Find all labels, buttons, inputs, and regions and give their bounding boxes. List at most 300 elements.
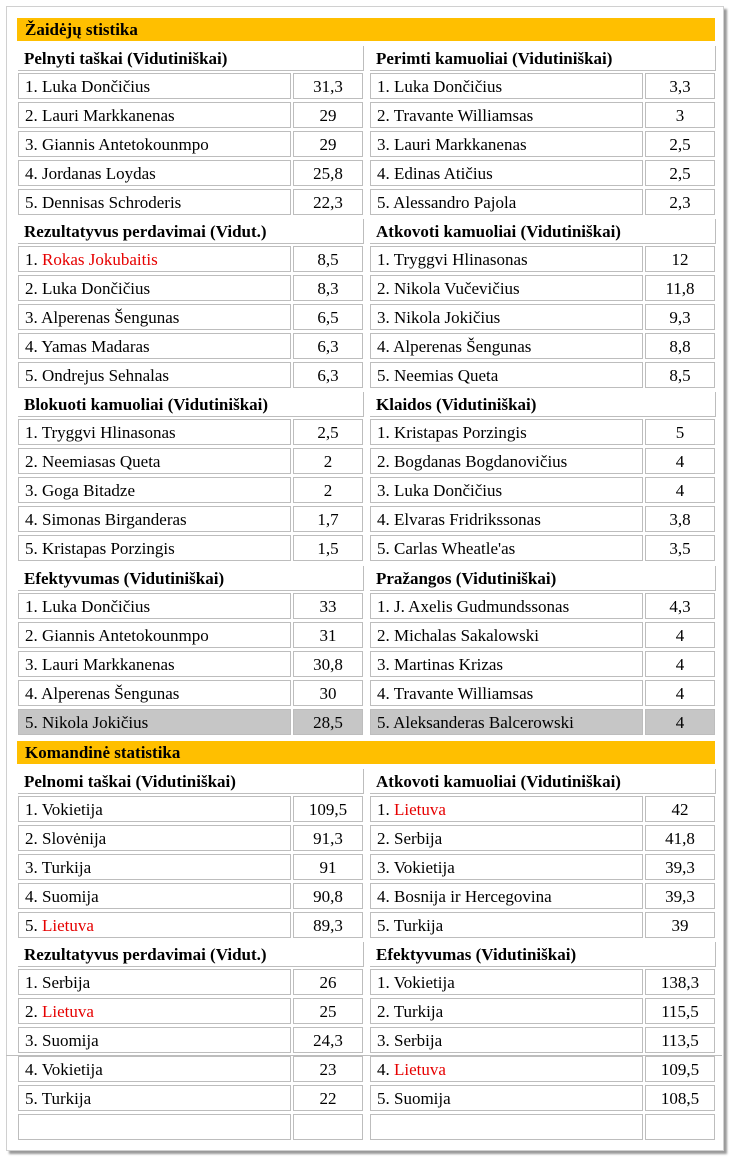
table-row [16, 273, 364, 302]
table-row [368, 446, 716, 475]
table-row [16, 158, 364, 187]
rank-name-cell [18, 275, 291, 301]
rank-name-cell [18, 477, 291, 503]
rank-name-cell [18, 796, 291, 822]
rank-name-cell [370, 854, 643, 880]
rank-number: 4. [377, 887, 394, 906]
value-cell: 2,3 [645, 189, 715, 215]
rank-number: 4. [377, 337, 394, 356]
stat-block [368, 769, 716, 939]
rank-number: 2. [25, 106, 42, 125]
rank-name-cell [370, 506, 643, 532]
table-row [16, 187, 364, 216]
rank-name-cell [370, 275, 643, 301]
table-row [16, 533, 364, 562]
entry-name: Kristapas Porzingis [394, 423, 527, 442]
rank-name-cell [18, 535, 291, 561]
rank-name-cell [18, 333, 291, 359]
entry-name: Michalas Sakalowski [394, 626, 539, 645]
value-cell: 26 [293, 969, 363, 995]
rank-number: 4. [25, 1060, 42, 1079]
rank-number: 2. [25, 1002, 42, 1021]
rank-number: 1. [377, 423, 394, 442]
table-row [16, 417, 364, 446]
rank-number: 2. [377, 106, 394, 125]
rank-name-cell [18, 593, 291, 619]
rank-number: 1. [377, 597, 394, 616]
table-row [368, 71, 716, 100]
table-row [16, 302, 364, 331]
value-cell: 42 [645, 796, 715, 822]
rank-name-cell [370, 883, 643, 909]
value-cell: 4 [645, 477, 715, 503]
rank-number: 1. [377, 973, 394, 992]
rank-name-cell [370, 1027, 643, 1053]
rank-name-cell [370, 131, 643, 157]
rank-name-cell [18, 998, 291, 1024]
entry-name: Neemias Queta [394, 366, 499, 385]
value-cell: 25 [293, 998, 363, 1024]
rank-number: 3. [25, 1031, 42, 1050]
rank-number: 5. [377, 1089, 394, 1108]
entry-name: Bosnija ir Hercegovina [394, 887, 552, 906]
block-title: Pelnomi taškai (Vidutiniškai) [18, 769, 364, 794]
value-cell: 8,8 [645, 333, 715, 359]
rank-number: 3. [377, 655, 394, 674]
value-cell: 31,3 [293, 73, 363, 99]
rank-number: 3. [377, 1031, 394, 1050]
rank-name-cell [370, 593, 643, 619]
value-cell: 11,8 [645, 275, 715, 301]
table-row [16, 678, 364, 707]
value-cell: 28,5 [293, 709, 363, 735]
stat-block [368, 392, 716, 562]
rank-name-cell [370, 246, 643, 272]
entry-name: Serbija [394, 829, 443, 848]
rank-name-cell [370, 102, 643, 128]
entry-name: Luka Dončičius [42, 279, 151, 298]
stat-block [368, 942, 716, 1141]
block-title: Klaidos (Vidutiniškai) [370, 392, 716, 417]
block-title: Atkovoti kamuoliai (Vidutiniškai) [370, 769, 716, 794]
rank-number: 3. [25, 481, 42, 500]
rank-number: 3. [377, 858, 394, 877]
rank-name-cell [370, 189, 643, 215]
table-row [16, 100, 364, 129]
value-cell: 25,8 [293, 160, 363, 186]
entry-name: Turkija [393, 916, 444, 935]
entry-name: Lauri Markkanenas [394, 135, 527, 154]
value-cell: 5 [645, 419, 715, 445]
rank-number: 3. [377, 481, 394, 500]
value-cell: 4 [645, 651, 715, 677]
value-cell: 109,5 [293, 796, 363, 822]
rank-name-cell [18, 883, 291, 909]
value-cell: 1,7 [293, 506, 363, 532]
rank-name-cell [18, 825, 291, 851]
table-row [368, 302, 716, 331]
value-cell: 22 [293, 1085, 363, 1111]
rank-number: 3. [25, 858, 42, 877]
table-row [16, 707, 364, 736]
value-cell: 6,3 [293, 362, 363, 388]
value-cell: 6,5 [293, 304, 363, 330]
table-row [368, 475, 716, 504]
entry-name: Kristapas Porzingis [42, 539, 175, 558]
value-cell: 8,5 [293, 246, 363, 272]
value-cell: 115,5 [645, 998, 715, 1024]
value-cell: 1,5 [293, 535, 363, 561]
rank-name-cell [18, 622, 291, 648]
rank-number: 3. [25, 308, 42, 327]
value-cell: 6,3 [293, 333, 363, 359]
rank-name-cell [370, 419, 643, 445]
entry-name: Suomija [42, 1031, 99, 1050]
rank-number: 5. [25, 1089, 42, 1108]
table-row [368, 910, 716, 939]
table-row [16, 446, 364, 475]
rank-number: 2. [377, 626, 394, 645]
rank-name-cell [18, 651, 291, 677]
rank-number: 1. [377, 250, 394, 269]
value-cell: 8,3 [293, 275, 363, 301]
table-row [368, 881, 716, 910]
value-cell: 3,5 [645, 535, 715, 561]
entry-name: Neemiasas Queta [42, 452, 161, 471]
rank-name-cell [370, 709, 643, 735]
rank-name-cell [370, 477, 643, 503]
table-row [16, 794, 364, 823]
value-cell [293, 1114, 363, 1140]
rank-name-cell [18, 189, 291, 215]
rank-number: 4. [25, 337, 42, 356]
team-stats-header: Komandinė statistika [17, 741, 715, 764]
value-cell: 138,3 [645, 969, 715, 995]
rank-number: 1. [25, 597, 42, 616]
table-row [368, 504, 716, 533]
block-title: Atkovoti kamuoliai (Vidutiniškai) [370, 219, 716, 244]
rank-number: 1. [25, 77, 42, 96]
rank-name-cell [18, 854, 291, 880]
table-row [16, 910, 364, 939]
value-cell: 39,3 [645, 854, 715, 880]
rank-name-cell [18, 131, 291, 157]
rank-number: 5. [25, 539, 42, 558]
stat-block [16, 769, 364, 939]
table-row [368, 360, 716, 389]
table-row [368, 1025, 716, 1054]
rank-name-cell [370, 680, 643, 706]
block-title: Pelnyti taškai (Vidutiniškai) [18, 46, 364, 71]
rank-number: 1. [25, 423, 42, 442]
rank-number: 2. [25, 279, 42, 298]
rank-name-cell [18, 709, 291, 735]
value-cell: 9,3 [645, 304, 715, 330]
table-row [368, 852, 716, 881]
rank-name-cell [370, 160, 643, 186]
entry-name: Tryggvi Hlinasonas [393, 250, 528, 269]
rank-name-cell [370, 998, 643, 1024]
value-cell: 90,8 [293, 883, 363, 909]
entry-name: J. Axelis Gudmundssonas [394, 597, 570, 616]
value-cell: 22,3 [293, 189, 363, 215]
rank-name-cell [370, 912, 643, 938]
rank-number: 4. [377, 1060, 394, 1079]
rank-name-cell [18, 1056, 291, 1082]
rank-number: 2. [25, 829, 42, 848]
table-row [16, 1025, 364, 1054]
rank-number: 5. [377, 713, 394, 732]
rank-name-cell [18, 102, 291, 128]
rank-number: 1. [25, 973, 42, 992]
rank-number: 1. [25, 250, 42, 269]
entry-name: Luka Dončičius [42, 77, 151, 96]
rank-name-cell [370, 304, 643, 330]
table-row [16, 129, 364, 158]
rank-name-cell [370, 1085, 643, 1111]
value-cell: 109,5 [645, 1056, 715, 1082]
rank-name-cell [18, 1027, 291, 1053]
rank-number: 5. [25, 366, 42, 385]
table-row [16, 881, 364, 910]
entry-name: Lietuva [394, 800, 446, 819]
table-row [368, 707, 716, 736]
entry-name: Carlas Wheatle'as [394, 539, 516, 558]
entry-name: Yamas Madaras [41, 337, 150, 356]
entry-name: Lietuva [42, 916, 94, 935]
table-row [368, 533, 716, 562]
entry-name: Lauri Markkanenas [42, 106, 175, 125]
rank-name-cell [18, 912, 291, 938]
table-row [368, 620, 716, 649]
block-title: Blokuoti kamuoliai (Vidutiniškai) [18, 392, 364, 417]
table-row [368, 417, 716, 446]
entry-name: Giannis Antetokounmpo [42, 626, 209, 645]
value-cell: 12 [645, 246, 715, 272]
value-cell: 89,3 [293, 912, 363, 938]
table-row [16, 823, 364, 852]
entry-name: Ondrejus Sehnalas [42, 366, 170, 385]
entry-name: Giannis Antetokounmpo [42, 135, 209, 154]
entry-name: Bogdanas Bogdanovičius [394, 452, 568, 471]
entry-name: Lietuva [394, 1060, 446, 1079]
table-row [368, 158, 716, 187]
value-cell: 39,3 [645, 883, 715, 909]
value-cell: 31 [293, 622, 363, 648]
entry-name: Vokietija [41, 1060, 103, 1079]
entry-name: Martinas Krizas [394, 655, 504, 674]
rank-name-cell [370, 448, 643, 474]
rank-number: 3. [377, 135, 394, 154]
rank-number: 3. [377, 308, 394, 327]
stat-block [16, 566, 364, 736]
value-cell: 4 [645, 448, 715, 474]
entry-name: Edinas Atičius [394, 164, 493, 183]
entry-name: Travante Williamsas [393, 106, 534, 125]
entry-name: Serbija [42, 973, 91, 992]
entry-name: Suomija [42, 887, 99, 906]
rank-number: 2. [377, 829, 394, 848]
rank-number: 4. [377, 164, 394, 183]
rank-name-cell [370, 73, 643, 99]
block-title: Rezultatyvus perdavimai (Vidut.) [18, 942, 364, 967]
entry-name: Nikola Jokičius [394, 308, 501, 327]
entry-name: Lauri Markkanenas [42, 655, 175, 674]
rank-number: 4. [377, 684, 394, 703]
rank-number: 2. [377, 452, 394, 471]
value-cell: 23 [293, 1056, 363, 1082]
table-row [368, 823, 716, 852]
rank-number: 4. [25, 510, 42, 529]
table-row [368, 1054, 716, 1083]
rank-name-cell [18, 680, 291, 706]
entry-name: Rokas Jokubaitis [42, 250, 158, 269]
rank-number: 2. [377, 279, 394, 298]
entry-name: Tryggvi Hlinasonas [41, 423, 176, 442]
entry-name: Vokietija [393, 973, 455, 992]
rank-name-cell [18, 304, 291, 330]
table-row [368, 1112, 716, 1141]
entry-name: Alperenas Šengunas [41, 684, 180, 703]
entry-name: Luka Dončičius [42, 597, 151, 616]
table-row [368, 187, 716, 216]
rank-number: 5. [25, 713, 42, 732]
rank-number: 2. [377, 1002, 394, 1021]
table-row [368, 129, 716, 158]
table-row [16, 475, 364, 504]
value-cell: 4 [645, 622, 715, 648]
block-title: Efektyvumas (Vidutiniškai) [18, 566, 364, 591]
table-row [368, 591, 716, 620]
value-cell: 3 [645, 102, 715, 128]
rank-name-cell [370, 796, 643, 822]
rank-name-cell [18, 362, 291, 388]
value-cell: 30,8 [293, 651, 363, 677]
rank-number: 3. [25, 655, 42, 674]
rank-number: 4. [25, 684, 42, 703]
value-cell: 8,5 [645, 362, 715, 388]
table-row [368, 1083, 716, 1112]
value-cell: 108,5 [645, 1085, 715, 1111]
value-cell: 39 [645, 912, 715, 938]
rank-name-cell [18, 246, 291, 272]
rank-number: 4. [25, 164, 42, 183]
entry-name: Travante Williamsas [393, 684, 534, 703]
table-row [368, 273, 716, 302]
rank-name-cell [18, 419, 291, 445]
rank-number: 5. [377, 916, 394, 935]
value-cell: 4 [645, 680, 715, 706]
rank-name-cell [18, 73, 291, 99]
rank-name-cell [18, 1085, 291, 1111]
table-row [368, 244, 716, 273]
rank-number: 1. [377, 77, 394, 96]
table-row [16, 71, 364, 100]
value-cell: 2,5 [645, 160, 715, 186]
stat-block [16, 942, 364, 1141]
table-row [368, 331, 716, 360]
block-title: Perimti kamuoliai (Vidutiniškai) [370, 46, 716, 71]
player-stats-header: Žaidėjų stistika [17, 18, 715, 41]
rank-name-cell [370, 622, 643, 648]
table-row [368, 678, 716, 707]
entry-name: Suomija [394, 1089, 451, 1108]
entry-name: Alperenas Šengunas [41, 308, 180, 327]
entry-name: Lietuva [42, 1002, 94, 1021]
table-row [16, 1054, 364, 1083]
entry-name: Vokietija [41, 800, 103, 819]
entry-name: Turkija [393, 1002, 444, 1021]
entry-name: Simonas Birganderas [42, 510, 187, 529]
table-row [368, 996, 716, 1025]
rank-name-cell [18, 506, 291, 532]
table-row [16, 504, 364, 533]
rank-number: 5. [25, 916, 42, 935]
table-row [16, 649, 364, 678]
entry-name: Serbija [394, 1031, 443, 1050]
rank-number: 5. [377, 366, 394, 385]
rank-number: 4. [25, 887, 42, 906]
stat-block [368, 46, 716, 216]
entry-name: Slovėnija [42, 829, 107, 848]
value-cell: 30 [293, 680, 363, 706]
rank-name-cell [370, 1056, 643, 1082]
rank-number: 5. [25, 193, 42, 212]
entry-name: Elvaras Fridrikssonas [394, 510, 541, 529]
rank-number: 2. [25, 452, 42, 471]
table-row [16, 620, 364, 649]
rank-number: 5. [377, 193, 394, 212]
table-row [16, 244, 364, 273]
rank-name-cell [18, 1114, 291, 1140]
entry-name: Alessandro Pajola [393, 193, 517, 212]
rank-name-cell [370, 969, 643, 995]
rank-name-cell [18, 448, 291, 474]
entry-name: Nikola Jokičius [42, 713, 149, 732]
rank-name-cell [370, 362, 643, 388]
value-cell: 91,3 [293, 825, 363, 851]
rank-number: 3. [25, 135, 42, 154]
stat-block [16, 392, 364, 562]
block-title: Rezultatyvus perdavimai (Vidut.) [18, 219, 364, 244]
block-title: Pražangos (Vidutiniškai) [370, 566, 716, 591]
stat-block [368, 219, 716, 389]
entry-name: Goga Bitadze [42, 481, 135, 500]
table-row [16, 996, 364, 1025]
stat-block [16, 46, 364, 216]
value-cell: 2,5 [645, 131, 715, 157]
rank-name-cell [370, 535, 643, 561]
value-cell: 33 [293, 593, 363, 619]
rank-name-cell [18, 969, 291, 995]
rank-number: 1. [25, 800, 42, 819]
rank-name-cell [18, 160, 291, 186]
table-row [16, 331, 364, 360]
value-cell [645, 1114, 715, 1140]
value-cell: 24,3 [293, 1027, 363, 1053]
value-cell: 29 [293, 102, 363, 128]
entry-name: Turkija [41, 858, 92, 877]
rank-name-cell [370, 651, 643, 677]
entry-name: Aleksanderas Balcerowski [393, 713, 574, 732]
rank-name-cell [370, 825, 643, 851]
table-row [16, 852, 364, 881]
table-row [16, 591, 364, 620]
rank-name-cell [370, 1114, 643, 1140]
value-cell: 2 [293, 448, 363, 474]
value-cell: 4 [645, 709, 715, 735]
value-cell: 91 [293, 854, 363, 880]
